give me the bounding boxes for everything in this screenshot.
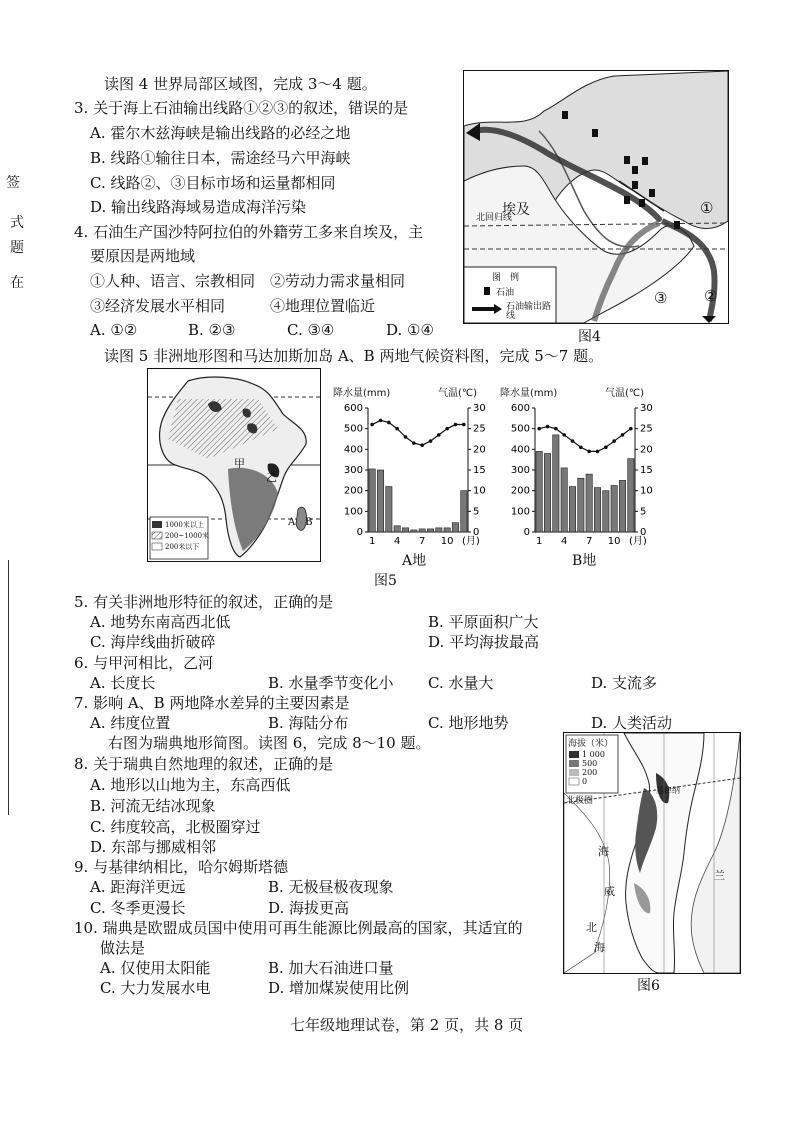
q4-stem: 4. 石油生产国沙特阿拉伯的外籍劳工多来自埃及，主 <box>74 223 424 241</box>
intro-fig4: 读图 4 世界局部区域图，完成 3～4 题。 <box>104 75 377 93</box>
q4-option-c[interactable]: C. ③④ <box>287 321 335 339</box>
q4-option-d[interactable]: D. ①④ <box>386 321 434 339</box>
chart-a-precip-bar <box>394 526 400 532</box>
q6-option-d[interactable]: D. 支流多 <box>591 674 658 692</box>
chart-a-temp-point <box>412 441 416 445</box>
legend-high: 1000米以上 <box>165 521 204 529</box>
chart-a-month-unit: (月) <box>462 536 480 547</box>
figure-6-caption: 图6 <box>637 978 660 994</box>
q9-stem: 9. 与基律纳相比，哈尔姆斯塔德 <box>74 858 289 876</box>
chart-a-left-tick-label: 300 <box>343 465 363 476</box>
chart-b-right-tick-label: 0 <box>640 527 647 538</box>
q4-statement-3: ③经济发展水平相同 <box>90 297 226 315</box>
label-sea-4: 海 <box>594 941 605 954</box>
label-arctic-circle: 北极圈 <box>566 796 594 806</box>
chart-b-x-tick-label: 4 <box>560 536 568 547</box>
chart-b-temp-point <box>587 450 591 454</box>
margin-char: 在 <box>10 275 24 291</box>
chart-a-precip-label: 降水量(mm) <box>333 388 391 399</box>
chart-b-left-tick-label: 400 <box>510 444 530 456</box>
chart-a-temp-point <box>454 423 458 427</box>
chart-b-temp-point <box>562 433 566 437</box>
q5-option-a[interactable]: A. 地势东南高西北低 <box>90 613 231 631</box>
intro-fig5: 读图 5 非洲地形图和马达加斯加岛 A、B 两地气候资料图，完成 5～7 题。 <box>104 347 604 365</box>
chart-a-right-tick-label: 15 <box>473 465 486 476</box>
route-1-label: ① <box>700 199 714 217</box>
margin-char: 题 <box>10 240 24 256</box>
q8-option-b[interactable]: B. 河流无结冰现象 <box>90 797 216 815</box>
label-sea-2: 威 <box>604 885 615 898</box>
chart-a-left-tick-label: 400 <box>343 444 363 456</box>
margin-char: 签 <box>6 175 20 191</box>
chart-b-temp-point <box>621 433 625 437</box>
q9-option-d[interactable]: D. 海拔更高 <box>268 899 350 917</box>
chart-b-temp-label: 气温(℃) <box>605 388 645 399</box>
chart-a-temp-point <box>462 423 466 427</box>
chart-b-precip-bar <box>569 487 575 532</box>
legend-route: 石油输出路线 <box>506 302 552 321</box>
chart-b-precip-bar <box>594 488 600 532</box>
legend-low: 200米以下 <box>165 543 200 551</box>
chart-b-right-tick-label: 20 <box>640 444 653 456</box>
chart-a-x-tick-label: 10 <box>440 536 454 547</box>
q10-stem-cont: 做法是 <box>100 939 146 957</box>
chart-a-x-tick-label: 1 <box>368 536 376 547</box>
q5-option-d[interactable]: D. 平均海拔最高 <box>428 633 540 651</box>
chart-b-left-tick-label: 500 <box>510 423 530 435</box>
q3-option-c[interactable]: C. 线路②、③目标市场和运量都相同 <box>90 174 336 192</box>
chart-a-x-tick-label: 4 <box>393 536 401 547</box>
chart-a-precip-bar <box>436 528 442 532</box>
chart-b-temp-point <box>604 445 608 449</box>
chart-b-temp-point <box>629 427 633 431</box>
chart-a-right-tick-label: 0 <box>473 527 480 538</box>
q9-option-b[interactable]: B. 无极昼极夜现象 <box>268 878 394 896</box>
chart-a-x-tick-label: 7 <box>418 536 426 547</box>
chart-b-temp-point <box>571 439 575 443</box>
chart-b-precip-bar <box>544 453 550 532</box>
q6-option-a[interactable]: A. 长度长 <box>90 674 156 692</box>
margin-line <box>8 560 9 815</box>
label-baltic: 兰 <box>714 869 725 882</box>
chart-b-precip-bar <box>553 435 559 532</box>
q7-option-d[interactable]: D. 人类活动 <box>591 714 673 732</box>
label-river-yi: 乙 <box>266 471 277 484</box>
fig6-legend-1000: 1 000 <box>582 750 605 759</box>
chart-b-left-tick-label: 100 <box>510 506 530 518</box>
chart-a-temp-point <box>404 435 408 439</box>
q4-statement-4: ④地理位置临近 <box>270 297 376 315</box>
chart-a-temp-point <box>370 423 374 427</box>
q6-option-b[interactable]: B. 水量季节变化小 <box>268 674 394 692</box>
fig6-legend-0: 0 <box>582 777 588 786</box>
figure-6-sweden-map <box>563 732 741 974</box>
q3-stem: 3. 关于海上石油输出线路①②③的叙述，错误的是 <box>74 99 409 117</box>
chart-a-right-tick-label: 10 <box>473 485 486 497</box>
chart-a-temp-point <box>420 443 424 447</box>
figure-5-africa-map <box>147 368 321 562</box>
page-footer: 七年级地理试卷，第 2 页，共 8 页 <box>290 1016 524 1034</box>
q8-option-d[interactable]: D. 东部与挪威相邻 <box>90 838 217 856</box>
chart-b-right-tick-label: 10 <box>640 485 653 497</box>
chart-a-temp-point <box>437 433 441 437</box>
chart-b-x-tick-label: 7 <box>585 536 593 547</box>
chart-a-temp-line <box>372 420 464 445</box>
q10-option-d[interactable]: D. 增加煤炭使用比例 <box>268 979 410 997</box>
chart-b-temp-point <box>596 450 600 454</box>
chart-b-x-tick-label: 1 <box>535 536 543 547</box>
intro-fig6: 右图为瑞典地形简图。读图 6，完成 8～10 题。 <box>108 734 431 752</box>
route-3-label: ③ <box>654 289 668 307</box>
chart-a-right-tick-label: 30 <box>473 403 486 414</box>
chart-b-precip-label: 降水量(mm) <box>500 388 558 399</box>
q4-statement-2: ②劳动力需求量相同 <box>270 272 406 290</box>
legend-title: 图 例 <box>492 273 520 283</box>
chart-a-right-tick-label: 20 <box>473 444 486 456</box>
legend-mid: 200~1000米 <box>165 532 210 540</box>
fig6-legend-500: 500 <box>582 759 598 768</box>
chart-a-precip-bar <box>427 529 433 532</box>
chart-a-right-tick-label: 5 <box>473 506 480 518</box>
figure-4-caption: 图4 <box>578 329 601 345</box>
chart-a-precip-bar <box>402 528 408 532</box>
route-2-label: ② <box>704 287 718 305</box>
label-river-jia: 甲 <box>234 457 245 470</box>
q10-option-a[interactable]: A. 仅使用太阳能 <box>100 959 211 977</box>
chart-a-precip-bar <box>369 469 375 532</box>
label-tropic: 北回归线 <box>476 213 513 223</box>
label-kiruna: 基律纳 <box>656 786 680 795</box>
chart-b-title: B地 <box>572 553 597 569</box>
chart-b-right-tick-label: 30 <box>640 403 653 414</box>
q5-stem: 5. 有关非洲地形特征的叙述，正确的是 <box>74 593 334 611</box>
chart-b-precip-bar <box>561 468 567 532</box>
q10-stem: 10. 瑞典是欧盟成员国中使用可再生能源比例最高的国家，其适宜的 <box>74 919 523 937</box>
fig6-legend-200: 200 <box>582 768 598 777</box>
chart-a-precip-bar <box>461 491 467 532</box>
q9-option-c[interactable]: C. 冬季更漫长 <box>90 899 186 917</box>
figure-5-caption: 图5 <box>374 573 397 589</box>
chart-b-right-tick-label: 5 <box>640 506 647 518</box>
chart-a-precip-bar <box>444 528 450 532</box>
q4-statement-1: ①人种、语言、宗教相同 <box>90 272 256 290</box>
chart-b-precip-bar <box>586 474 592 532</box>
chart-b-x-tick-label: 10 <box>607 536 621 547</box>
q6-option-c[interactable]: C. 水量大 <box>428 674 494 692</box>
label-ab: A B <box>288 517 313 528</box>
chart-a-left-tick-label: 600 <box>343 403 363 414</box>
q8-option-a[interactable]: A. 地形以山地为主，东高西低 <box>90 776 291 794</box>
chart-a-temp-point <box>395 427 399 431</box>
q5-option-b[interactable]: B. 平原面积广大 <box>428 613 539 631</box>
chart-b-precip-bar <box>611 486 617 533</box>
q8-stem: 8. 关于瑞典自然地理的叙述，正确的是 <box>74 755 334 773</box>
chart-b-left-tick-label: 600 <box>510 403 530 414</box>
chart-a-left-tick-label: 0 <box>356 527 363 538</box>
q7-option-a[interactable]: A. 纬度位置 <box>90 714 171 732</box>
q10-option-c[interactable]: C. 大力发展水电 <box>100 979 211 997</box>
chart-a-precip-bar <box>386 487 392 532</box>
chart-b-precip-bar <box>536 451 542 532</box>
chart-b <box>497 400 667 550</box>
q4-stem-cont: 要原因是两地域 <box>90 247 196 265</box>
chart-a-temp-point <box>379 419 383 423</box>
legend-oil: 石油 <box>496 288 515 298</box>
chart-b-precip-bar <box>578 478 584 532</box>
chart-b-temp-point <box>579 445 583 449</box>
q6-stem: 6. 与甲河相比，乙河 <box>74 654 214 672</box>
chart-b-right-tick-label: 25 <box>640 423 653 435</box>
chart-a-precip-bar <box>419 529 425 532</box>
chart-b-left-tick-label: 0 <box>523 527 530 538</box>
chart-a-left-tick-label: 100 <box>343 506 363 518</box>
margin-char: 式 <box>10 215 24 231</box>
figure-4-map <box>463 70 729 324</box>
q3-option-a[interactable]: A. 霍尔木兹海峡是输出线路的必经之地 <box>90 124 351 142</box>
q3-option-b[interactable]: B. 线路①输往日本，需途经马六甲海峡 <box>90 149 351 167</box>
q7-stem: 7. 影响 A、B 两地降水差异的主要因素是 <box>74 694 350 712</box>
chart-b-month-unit: (月) <box>629 536 647 547</box>
chart-b-temp-point <box>537 427 541 431</box>
q4-option-b[interactable]: B. ②③ <box>188 321 236 339</box>
chart-a-temp-point <box>445 427 449 431</box>
chart-b-temp-point <box>554 427 558 431</box>
q8-option-c[interactable]: C. 纬度较高，北极圈穿过 <box>90 818 261 836</box>
label-egypt: 埃及 <box>502 202 530 218</box>
q4-option-a[interactable]: A. ①② <box>90 321 138 339</box>
label-sea-3: 北 <box>586 921 597 934</box>
chart-b-temp-point <box>612 439 616 443</box>
chart-a-precip-bar <box>452 523 458 532</box>
q7-option-b[interactable]: B. 海陆分布 <box>268 714 349 732</box>
chart-b-precip-bar <box>628 459 634 532</box>
chart-a-title: A地 <box>402 553 427 569</box>
chart-a-temp-point <box>387 421 391 425</box>
chart-b-left-tick-label: 200 <box>510 485 530 497</box>
q10-option-b[interactable]: B. 加大石油进口量 <box>268 959 394 977</box>
fig6-legend-title: 海拔（米） <box>568 739 614 749</box>
chart-a-right-tick-label: 25 <box>473 423 486 435</box>
q3-option-d[interactable]: D. 输出线路海域易造成海洋污染 <box>90 198 307 216</box>
chart-a-temp-label: 气温(℃) <box>438 388 478 399</box>
chart-a-precip-bar <box>377 470 383 532</box>
q9-option-a[interactable]: A. 距海洋更远 <box>90 878 186 896</box>
q5-option-c[interactable]: C. 海岸线曲折破碎 <box>90 633 216 651</box>
chart-b-precip-bar <box>603 491 609 532</box>
chart-a-left-tick-label: 200 <box>343 485 363 497</box>
chart-b-right-tick-label: 15 <box>640 465 653 476</box>
label-sea-1: 海 <box>598 845 609 858</box>
chart-a <box>330 400 500 550</box>
chart-b-left-tick-label: 300 <box>510 465 530 476</box>
chart-b-temp-point <box>546 425 550 429</box>
chart-a-temp-point <box>429 439 433 443</box>
chart-a-precip-bar <box>411 530 417 532</box>
chart-b-precip-bar <box>619 480 625 532</box>
chart-a-left-tick-label: 500 <box>343 423 363 435</box>
q7-option-c[interactable]: C. 地形地势 <box>428 714 509 732</box>
